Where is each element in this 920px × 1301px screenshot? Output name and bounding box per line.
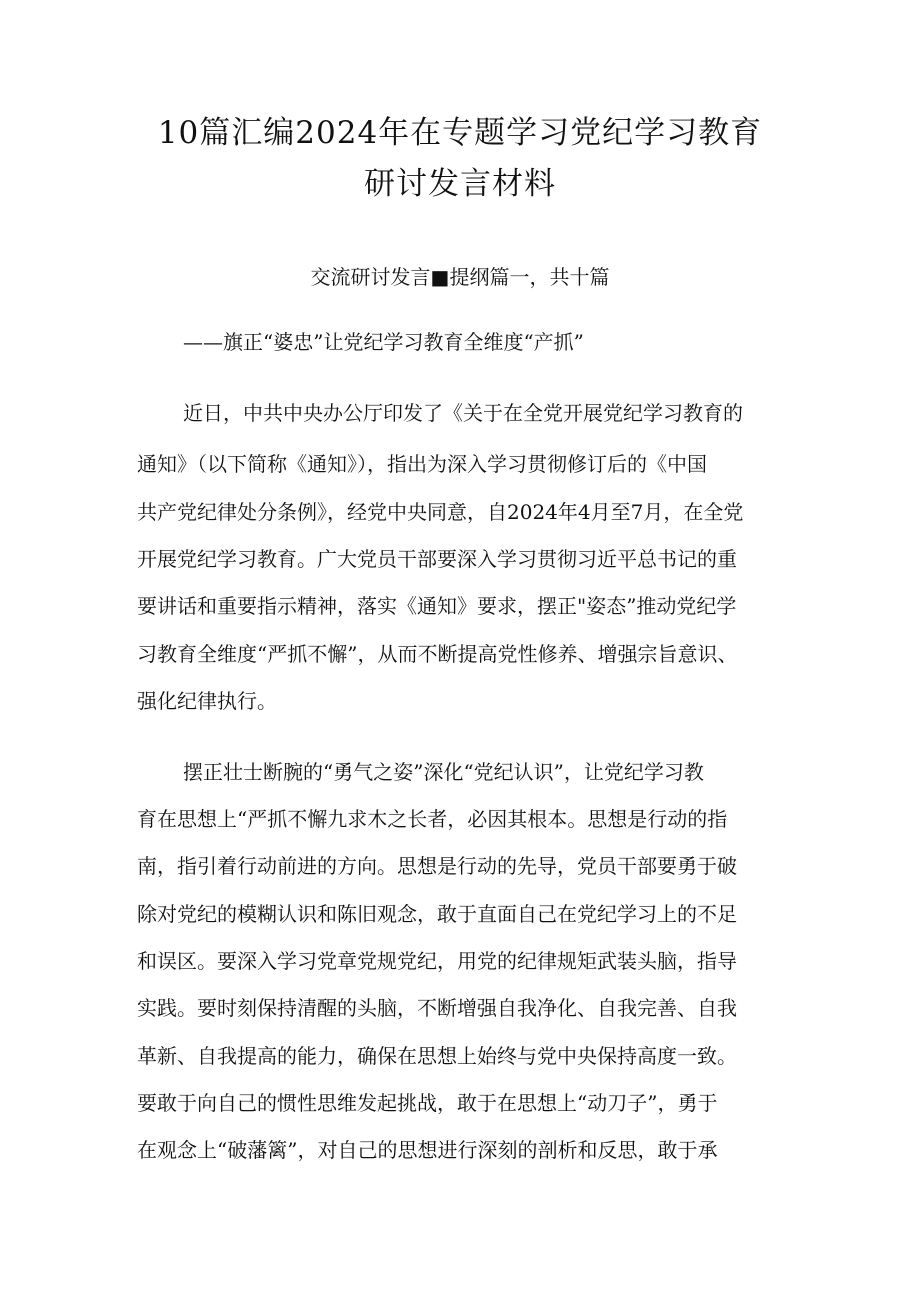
- document-title-line1: 10篇汇编2024年在专题学习党纪学习教育: [157, 115, 763, 151]
- paragraph1-line: 通知》（以下简称《通知》），指出为深入学习贯彻修订后的《中国: [137, 452, 707, 476]
- paragraph1-line: 共产党纪律处分条例》，经党中央同意，自2024年4月至7月，在全党: [137, 500, 744, 524]
- paragraph2-line: 革新、自我提高的能力，确保在思想上始终与党中央保持高度一致。: [137, 1044, 737, 1068]
- paragraph1-line: 要讲话和重要指示精神，落实《通知》要求，摆正"姿态”推动党纪学: [137, 594, 737, 618]
- paragraph2-line: 和误区。要深入学习党章党规党纪，用党的纪律规矩武装头脑，指导: [137, 949, 737, 973]
- paragraph1-line: 近日，中共中央办公厅印发了《关于在全党开展党纪学习教育的: [183, 401, 743, 425]
- paragraph2-line: 南，指引着行动前进的方向。思想是行动的先导，党员干部要勇于破: [137, 854, 737, 878]
- paragraph1-line: 开展党纪学习教育。广大党员干部要深入学习贯彻习近平总书记的重: [137, 547, 737, 571]
- document-tagline: ——旗正“婆忠”让党纪学习教育全维度“产抓”: [183, 330, 584, 354]
- document-subtitle: 交流研讨发言■提纲篇一，共十篇: [310, 265, 610, 289]
- paragraph2-line: 要敢于向自己的惯性思维发起挑战，敢于在思想上“动刀子”，勇于: [137, 1091, 718, 1115]
- paragraph2-line: 在观念上“破藩篱”，对自己的思想进行深刻的剖析和反思，敢于承: [137, 1138, 718, 1162]
- paragraph2-line: 摆正壮士断腕的“勇气之姿”深化“党纪认识”，让党纪学习教: [183, 760, 704, 784]
- paragraph2-line: 除对党纪的模糊认识和陈旧观念，敢于直面自己在党纪学习上的不足: [137, 902, 737, 926]
- paragraph2-line: 育在思想上“严抓不懈九求木之长者，必因其根本。思想是行动的指: [137, 807, 728, 831]
- document-title-line2: 研讨发言材料: [364, 166, 556, 202]
- paragraph1-line: 习教育全维度“严抓不懈”，从而不断提高党性修养、增强宗旨意识、: [137, 642, 738, 666]
- paragraph2-line: 实践。要时刻保持清醒的头脑，不断增强自我净化、自我完善、自我: [137, 996, 737, 1020]
- paragraph1-line: 强化纪律执行。: [137, 689, 277, 713]
